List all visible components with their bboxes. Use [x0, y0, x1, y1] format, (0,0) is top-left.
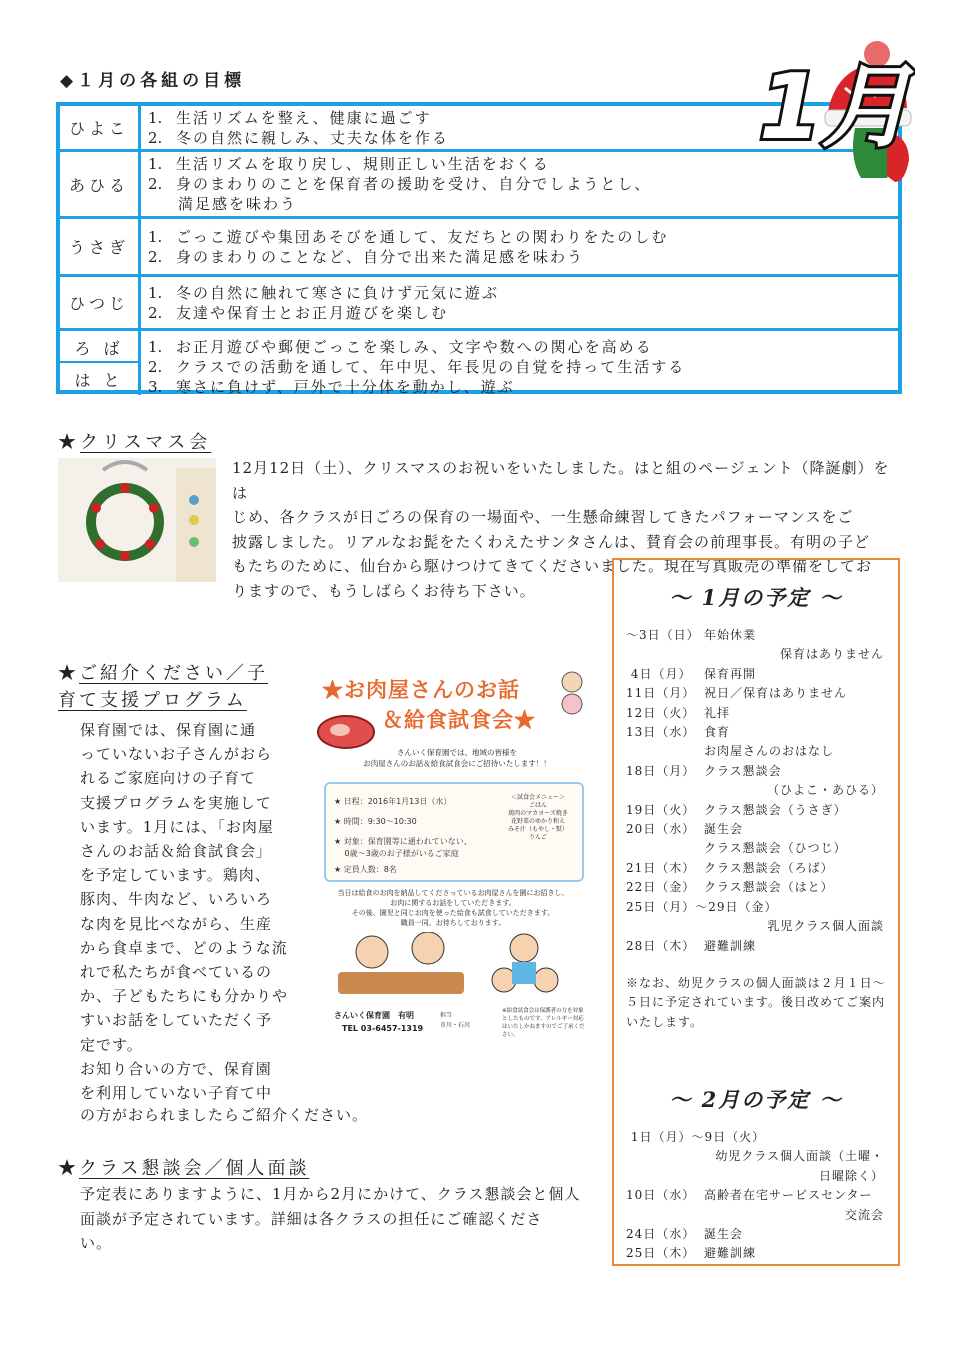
schedule-date: 21日（木）: [626, 860, 696, 875]
schedule-date: ～3日（日）: [626, 628, 700, 642]
goal-item: 2. クラスでの活動を通して、年中児、年長児の自覚を持って生活する: [148, 358, 686, 376]
schedule-date: [626, 1147, 704, 1186]
goal-item-continuation: 満足感を味わう: [178, 195, 298, 213]
schedule-event: 誕生会: [704, 1227, 744, 1242]
flyer-menu: ＜試食会メニュー＞ ごはん 鶏肉のマカヨーズ焼き 花野菜のゆかり和え みそ汁（もやし・麩） りんご: [507, 794, 568, 841]
goal-item: 2. 身のまわりのことなど、自分で出来た満足感を味わう: [148, 248, 585, 266]
intro-last-line: の方がおられましたらご紹介ください。: [80, 1106, 369, 1124]
goal-item: 2. 身のまわりのことを保育者の援助を受け、自分でしようとし、: [148, 175, 652, 193]
schedule-event: [778, 898, 886, 917]
schedule-event: 年始休業: [704, 628, 757, 642]
schedule-row: [626, 1128, 886, 1147]
schedule-row: [626, 704, 886, 723]
january-badge: [745, 28, 915, 248]
schedule-event: クラス懇談会（はと）: [704, 880, 834, 895]
intro-title: ★ご紹介ください／子 育て支援プログラム: [58, 663, 268, 711]
children-eating-illustration: [328, 932, 578, 1006]
goal-row-hitsuji: [60, 274, 898, 328]
flyer-phone: TEL 03-6457-1319: [342, 1024, 424, 1033]
schedule-date: 10日（水）: [626, 1188, 696, 1203]
schedule-event: お肉屋さんのおはなし: [704, 744, 835, 759]
schedule-date: 28日（木）: [626, 938, 696, 953]
schedule-row: [626, 1206, 886, 1225]
schedule-event: クラス懇談会（ひつじ）: [704, 841, 847, 856]
schedule-event: 幼児クラス個人面談（土曜・日曜除く）: [715, 1149, 884, 1183]
schedule-date: 13日（水）: [626, 725, 696, 740]
christmas-text: 12月12日（土）、クリスマスのお祝いをいたしました。はと組のページェント（降誕劇）をは じめ、各クラスが日ごろの保育の一場面や、一生懸命練習してきたパフォーマンスをご 披露しました。リアルなお髭をたくわえたサンタさんは、賛育会の前理事長。有明の子ど もたちのために、仙台から駆けつけてきてくださいました。現在写真販売の準備をしてお りますので、もうしばらくお待ち下さい。: [232, 459, 890, 600]
goal-item: 1. 生活リズムを整え、健康に過ごす: [148, 109, 432, 127]
schedule-event: クラス懇談会（ろば）: [704, 860, 834, 875]
class-meeting-text: 予定表にありますように、1月から2月にかけて、クラス懇談会と個人 面談が予定されています。詳細は各クラスの担任にご確認くださ い。: [80, 1185, 581, 1252]
schedule-row: [626, 665, 886, 684]
schedule-row: [626, 859, 886, 878]
group-name-hato: は と: [60, 363, 141, 395]
schedule-row: [626, 1244, 886, 1263]
flyer-title: ★お肉屋さんのお話: [322, 677, 520, 702]
wreath-photo: [58, 458, 216, 582]
schedule-row: [626, 1147, 886, 1186]
schedule-feb-list: [626, 1128, 886, 1264]
schedule-event: 祝日／保育はありません: [704, 686, 848, 701]
flyer-note: ※給食試食会は保護者の方を対象としたものです。アレルギー対応はいたしかねますのでご了承ください。: [502, 1008, 585, 1038]
schedule-date: [626, 1206, 704, 1225]
intro-text: 保育園では、保育園に通 っていないお子さんがおら れるご家庭向けの子育て 支援プログラムを実施して います。1月には、「お肉屋 さんのお話＆給食試食会」 を予定しています。鶏肉、 豚肉、牛肉など、いろいろ な肉を見比べながら、生産 から食卓まで、どのような流 れで私たちが食べているの か、子どもたちにも分かりや すいお話をしていただく予 定です。 お知り合いの方で、保育園 を利用していない子育て中: [80, 721, 289, 1103]
schedule-event: 誕生会: [704, 822, 744, 837]
schedule-date: [626, 645, 704, 664]
schedule-row: [626, 898, 886, 917]
schedule-row: [626, 723, 886, 742]
christmas-title: ★クリスマス会: [58, 432, 212, 453]
schedule-box: [612, 558, 900, 1266]
schedule-date: 11日（月）: [626, 686, 696, 701]
flyer-body: 当日は給食のお肉を納品してくださっているお肉屋さんを園にお招きし、 お肉に関するお話をしていただきます。 その後、園児と同じお肉を使った給食も試食していただきます。 職員一同、お待ちしております。: [337, 889, 569, 927]
animals-icon: [552, 668, 592, 716]
schedule-event: 避難訓練: [704, 938, 757, 953]
group-name: ひつじ: [60, 277, 141, 328]
schedule-event: 食育: [704, 725, 731, 740]
schedule-date: 4日（月）: [626, 666, 692, 681]
schedule-row: [626, 1225, 886, 1244]
schedule-date: 25日（月）～29日（金）: [626, 899, 778, 914]
schedule-event: 交流会: [844, 1207, 884, 1222]
flyer-subtitle: ＆給食試食会★: [382, 707, 536, 732]
meat-icon: [314, 708, 378, 752]
schedule-row: [626, 820, 886, 839]
class-meeting-title: ★クラス懇談会／個人面談: [58, 1158, 310, 1179]
schedule-event: 避難訓練: [704, 1246, 757, 1261]
goal-item: 2. 友達や保育士とお正月遊びを楽しむ: [148, 304, 449, 322]
schedule-event: 礼拝: [704, 705, 731, 720]
schedule-row: [626, 781, 886, 800]
schedule-jan-note: ※なお、幼児クラスの個人面談は２月１日～５日に予定されています。後日改めてご案内いたします。: [626, 976, 886, 1029]
schedule-date: 12日（火）: [626, 705, 696, 720]
schedule-row: [626, 801, 886, 820]
event-flyer: [312, 664, 594, 1082]
schedule-date: 25日（木）: [626, 1246, 696, 1261]
schedule-event: 保育再開: [704, 666, 757, 681]
schedule-jan-title: ～ 1月の予定 ～: [669, 585, 843, 610]
schedule-row: [626, 878, 886, 897]
schedule-date: [626, 781, 704, 800]
schedule-date: 20日（水）: [626, 822, 696, 837]
goals-heading: ◆１月の各組の目標: [60, 71, 246, 91]
schedule-date: 1日（月）～9日（火）: [626, 1130, 766, 1144]
goal-item: 2. 冬の自然に親しみ、丈夫な体を作る: [148, 129, 449, 147]
schedule-event: （ひよこ・あひる）: [766, 783, 884, 798]
schedule-event: 高齢者在宅サービスセンター: [704, 1188, 873, 1203]
schedule-event: クラス懇談会: [704, 763, 782, 778]
goal-item: 1. 冬の自然に触れて寒さに負けず元気に遊ぶ: [148, 284, 500, 302]
goal-item: 1. お正月遊びや郵便ごっこを楽しみ、文字や数への関心を高める: [148, 338, 653, 356]
flyer-staff: 担当 市川・石川: [440, 1012, 471, 1029]
schedule-date: [626, 742, 704, 761]
schedule-row: [626, 762, 886, 781]
schedule-jan-list: [626, 626, 886, 956]
schedule-event: 乳児クラス個人面談: [767, 919, 884, 934]
schedule-date: 19日（火）: [626, 802, 696, 817]
goal-item: 1. ごっこ遊びや集団あそびを通して、友だちとの関わりをたのしむ: [148, 228, 669, 246]
schedule-date: 22日（金）: [626, 880, 696, 895]
schedule-date: 18日（月）: [626, 763, 696, 778]
schedule-row: [626, 937, 886, 956]
schedule-row: [626, 917, 886, 936]
group-name: うさぎ: [60, 219, 141, 274]
schedule-event: クラス懇談会（うさぎ）: [704, 802, 847, 817]
schedule-event: [765, 1128, 886, 1147]
schedule-row: [626, 626, 886, 645]
schedule-row: [626, 1186, 886, 1205]
schedule-event: 保育はありません: [779, 647, 884, 662]
schedule-date: [626, 917, 704, 936]
goal-item: 3. 寒さに負けず、戸外で十分体を動かし、遊ぶ: [148, 378, 515, 396]
goal-item: 1. 生活リズムを取り戻し、規則正しい生活をおくる: [148, 155, 550, 173]
schedule-row: [626, 839, 886, 858]
group-name: あひる: [60, 152, 141, 216]
flyer-organization: さんいく保育園 有明: [334, 1011, 414, 1020]
schedule-date: 24日（水）: [626, 1227, 696, 1242]
schedule-feb-title: ～ 2月の予定 ～: [669, 1087, 843, 1112]
group-name: ひよこ: [60, 106, 141, 149]
schedule-row: [626, 645, 886, 664]
flyer-lead: さんいく保育園では、地域の皆様を お肉屋さんのお話＆給食試食会にご招待いたします！！: [363, 748, 551, 768]
goal-row-roba-hato: [60, 328, 898, 395]
group-name-roba: ろ ば: [60, 331, 141, 363]
schedule-row: [626, 742, 886, 761]
badge-number: 1月: [759, 55, 912, 160]
schedule-date: [626, 839, 704, 858]
schedule-row: [626, 684, 886, 703]
flyer-detail-box: ★ 日程：2016年1月13日（水） ★ 時間：9:30～10:30 ★ 対象：保育園等に通われていない、 0歳～3歳のお子様がいるご家庭 ★ 定員人数：8名 ＜試食会メニュー＞ ごはん 鶏肉のマカヨーズ焼き 花野菜のゆかり和え みそ汁（もやし・麩） りんご: [324, 782, 584, 882]
